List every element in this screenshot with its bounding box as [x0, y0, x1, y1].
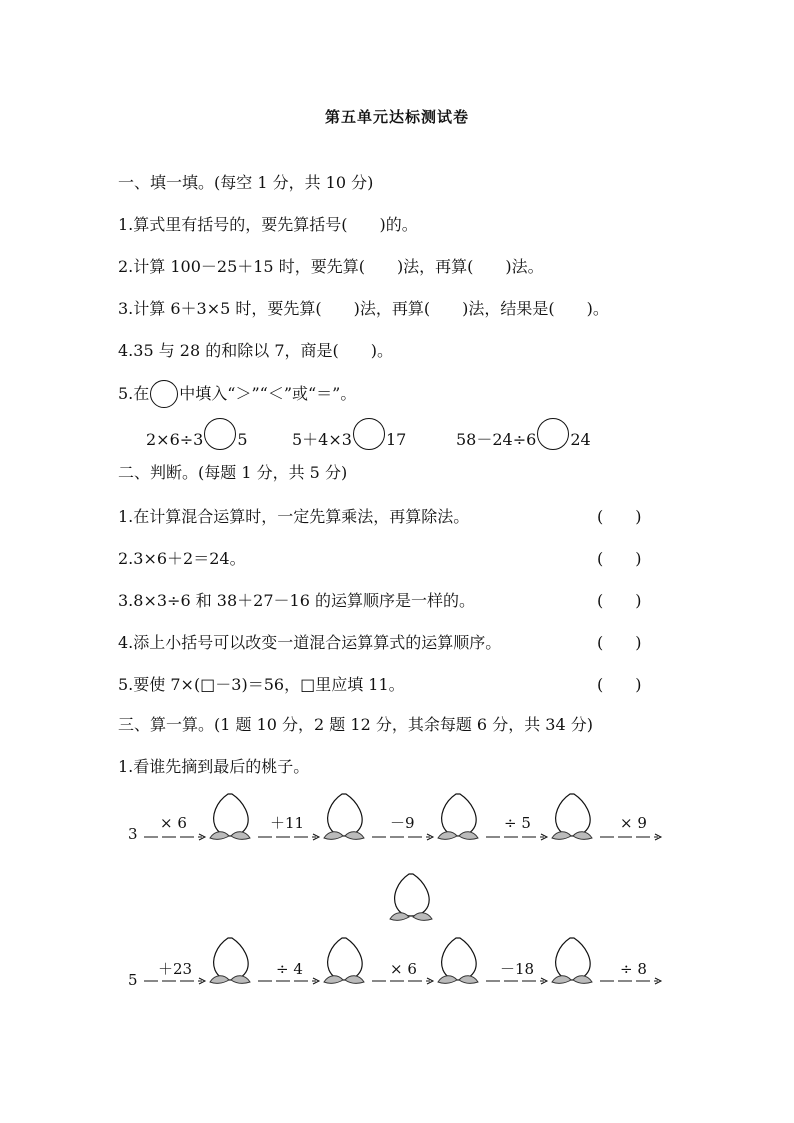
final-peach-icon[interactable]: [387, 870, 435, 924]
chain-operation: × 6: [160, 814, 187, 832]
page-title: 第五单元达标测试卷: [324, 108, 469, 126]
section-2-heading: 二、判断。(每题 1 分，共 5 分): [118, 463, 348, 482]
chain-operation: × 9: [620, 814, 647, 832]
judge-item-4: 4.添上小括号可以改变一道混合运算算式的运算顺序。: [118, 633, 502, 652]
arrow-icon: [258, 834, 319, 840]
judge-answer-paren-4[interactable]: ( ): [597, 633, 642, 652]
section-3-heading: 三、算一算。(1 题 10 分，2 题 12 分，其余每题 6 分，共 34 分): [118, 715, 593, 734]
compare-right: 17: [385, 430, 407, 449]
chain-operation: ÷ 8: [620, 960, 647, 978]
peach-chain-2: [120, 934, 680, 994]
arrow-icon: [600, 834, 661, 840]
chain-operation: －18: [500, 960, 535, 978]
s1-question-4: 4.35 与 28 的和除以 7，商是( )。: [118, 341, 393, 360]
arrow-icon: [486, 834, 547, 840]
compare-left: 5＋4×3: [292, 430, 352, 449]
s1-question-5: [118, 380, 356, 408]
compare-circle-icon[interactable]: [537, 418, 569, 450]
compare-right: 24: [570, 430, 591, 449]
chain-operation: ÷ 4: [276, 960, 303, 978]
compare-circle-icon[interactable]: [204, 418, 236, 450]
judge-answer-paren-3[interactable]: ( ): [597, 591, 642, 610]
arrow-icon: [372, 978, 433, 984]
chain-operation: × 6: [390, 960, 417, 978]
judge-answer-paren-5[interactable]: ( ): [597, 675, 642, 694]
chain-operation: ＋23: [158, 960, 193, 978]
arrow-icon: [372, 834, 433, 840]
arrow-icon: [258, 978, 319, 984]
peach-icon[interactable]: [552, 938, 592, 983]
judge-item-5: 5.要使 7×(□－3)＝56，□里应填 11。: [118, 675, 405, 694]
peach-icon[interactable]: [438, 938, 478, 983]
judge-answer-paren-2[interactable]: ( ): [597, 549, 642, 568]
compare-right: 5: [237, 430, 248, 449]
s3-question-1: 1.看谁先摘到最后的桃子。: [118, 757, 310, 776]
compare-item-2: [292, 418, 406, 450]
compare-left: 58－24÷6: [456, 430, 537, 449]
chain-operation: ÷ 5: [504, 814, 531, 832]
peach-icon[interactable]: [210, 794, 250, 839]
section-1-heading: 一、填一填。(每空 1 分，共 10 分): [118, 173, 374, 192]
arrow-icon: [144, 834, 205, 840]
compare-item-1: [146, 418, 248, 450]
compare-circle-icon[interactable]: [353, 418, 385, 450]
compare-left: 2×6÷3: [146, 430, 204, 449]
peach-icon[interactable]: [210, 938, 250, 983]
arrow-icon: [486, 978, 547, 984]
s1-question-2: 2.计算 100－25＋15 时，要先算( )法，再算( )法。: [118, 257, 544, 276]
chain-operation: －9: [390, 814, 415, 832]
peach-icon[interactable]: [552, 794, 592, 839]
chain-start-value: 5: [128, 971, 138, 989]
arrow-icon: [600, 978, 661, 984]
s1-question-1: 1.算式里有括号的，要先算括号( )的。: [118, 215, 418, 234]
judge-item-2: 2.3×6＋2＝24。: [118, 549, 246, 568]
chain-operation: ＋11: [270, 814, 305, 832]
judge-answer-paren-1[interactable]: ( ): [597, 507, 642, 526]
compare-circle-icon: [150, 380, 178, 408]
q5-prefix: 5.在: [118, 384, 150, 403]
q5-suffix: 中填入“＞”“＜”或“＝”。: [179, 384, 357, 403]
chain-start-value: 3: [128, 825, 138, 843]
judge-item-1: 1.在计算混合运算时，一定先算乘法，再算除法。: [118, 507, 470, 526]
peach-chain-1: [120, 790, 680, 850]
compare-item-3: [456, 418, 591, 450]
peach-icon[interactable]: [324, 938, 364, 983]
judge-item-3: 3.8×3÷6 和 38＋27－16 的运算顺序是一样的。: [118, 591, 475, 610]
peach-icon[interactable]: [324, 794, 364, 839]
peach-icon[interactable]: [438, 794, 478, 839]
s1-question-3: 3.计算 6＋3×5 时，要先算( )法，再算( )法，结果是( )。: [118, 299, 609, 318]
arrow-icon: [144, 978, 205, 984]
